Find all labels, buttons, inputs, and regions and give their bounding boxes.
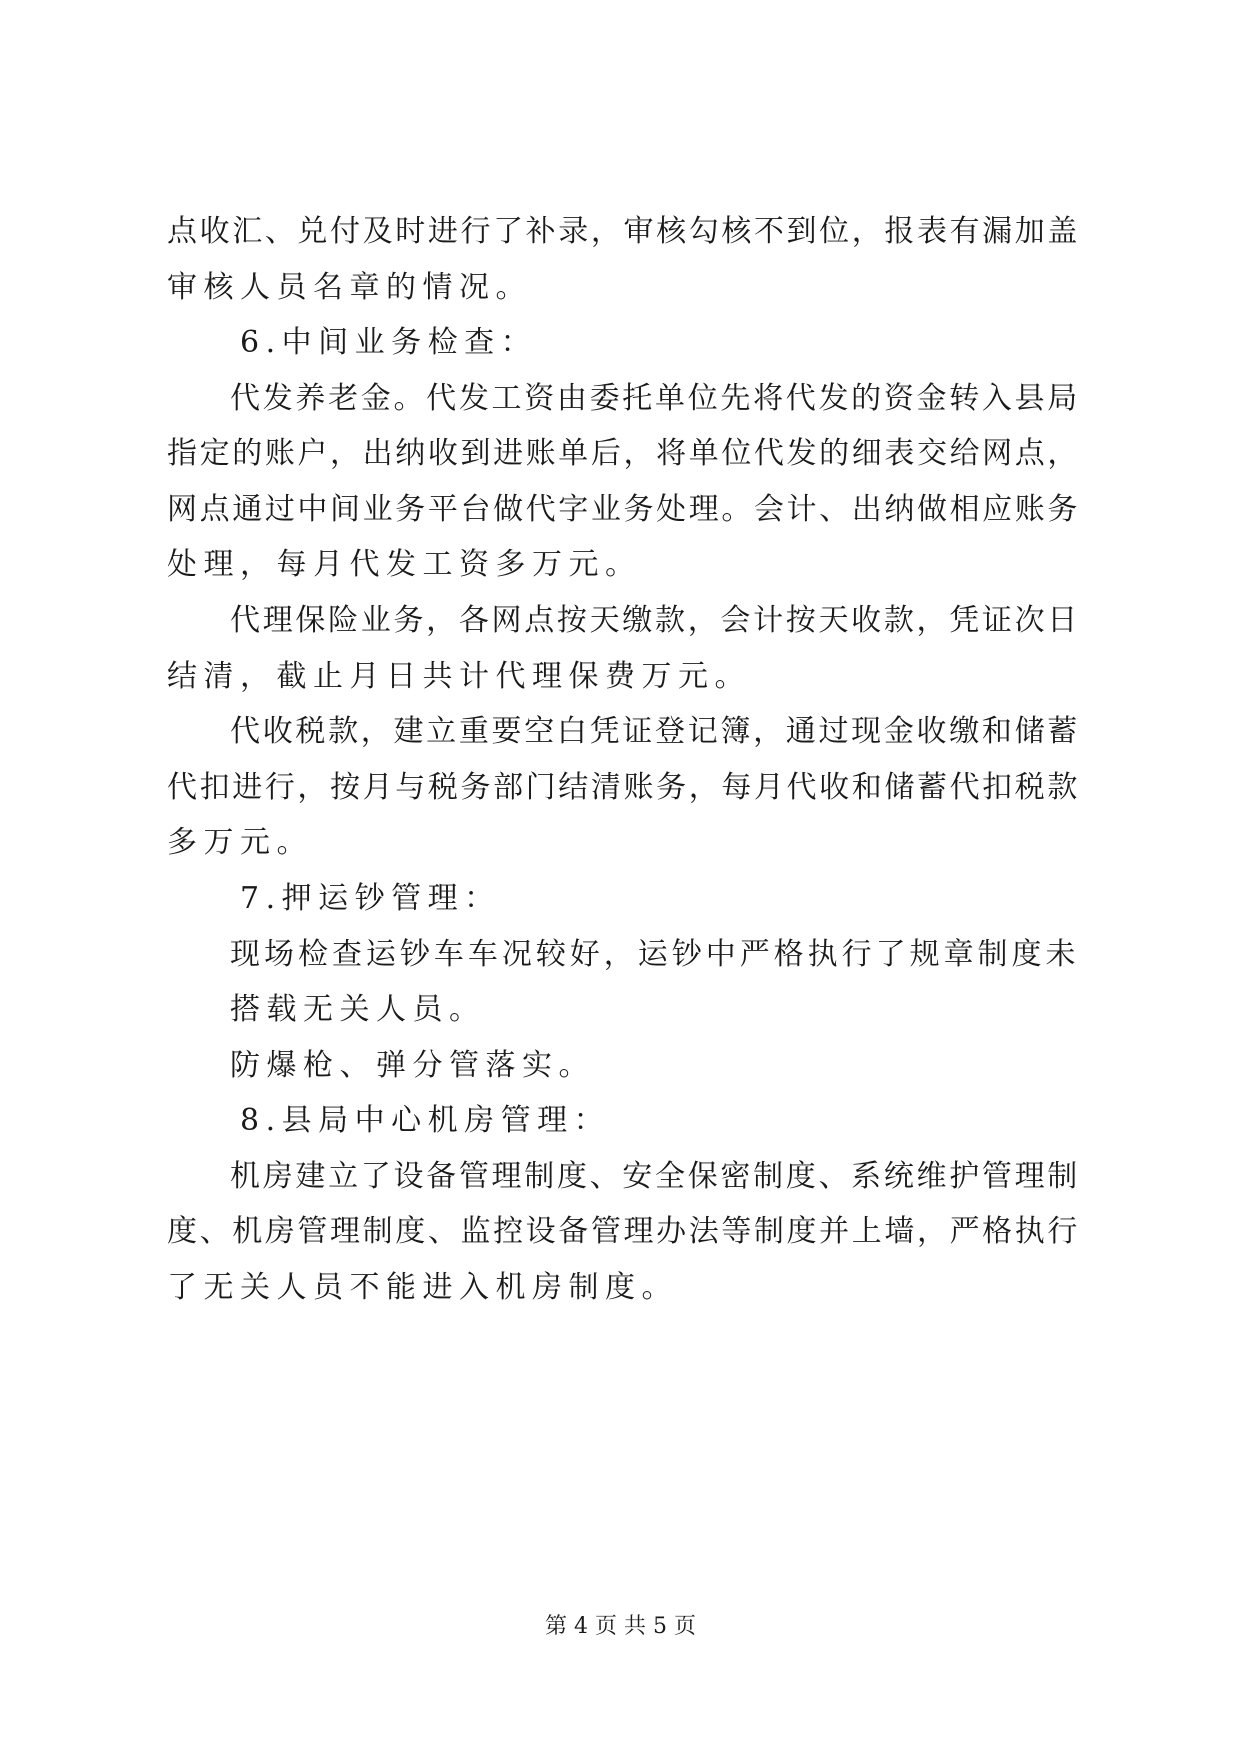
body-line: 代发养老金。代发工资由委托单位先将代发的资金转入县局 xyxy=(230,381,1080,416)
body-line: 防爆枪、弹分管落实。 xyxy=(230,1048,595,1083)
body-line: 结清，截止月日共计代理保费万元。 xyxy=(167,659,751,694)
body-line: 度、机房管理制度、监控设备管理办法等制度并上墙，严格执行 xyxy=(167,1214,1080,1249)
body-line: 多万元。 xyxy=(167,825,313,860)
body-line: 处理，每月代发工资多万元。 xyxy=(167,547,642,582)
body-line: 审核人员名章的情况。 xyxy=(167,270,532,305)
body-line: 代理保险业务，各网点按天缴款，会计按天收款，凭证次日 xyxy=(230,603,1080,638)
body-line: 了无关人员不能进入机房制度。 xyxy=(167,1270,678,1305)
section-heading: 6.中间业务检查： xyxy=(240,325,538,360)
body-line: 网点通过中间业务平台做代字业务处理。会计、出纳做相应账务 xyxy=(167,492,1080,527)
body-line: 代收税款，建立重要空白凭证登记簿，通过现金收缴和储蓄 xyxy=(230,714,1080,749)
section-heading: 8.县局中心机房管理： xyxy=(240,1103,611,1138)
body-line: 代扣进行，按月与税务部门结清账务，每月代收和储蓄代扣税款 xyxy=(167,770,1080,805)
body-line: 指定的账户，出纳收到进账单后，将单位代发的细表交给网点， xyxy=(167,436,1080,471)
page-number-footer: 第 4 页 共 5 页 xyxy=(545,1614,696,1639)
body-line: 机房建立了设备管理制度、安全保密制度、系统维护管理制 xyxy=(230,1159,1080,1194)
body-line: 搭载无关人员。 xyxy=(230,992,486,1027)
section-heading: 7.押运钞管理： xyxy=(240,881,501,916)
body-line: 点收汇、兑付及时进行了补录，审核勾核不到位，报表有漏加盖 xyxy=(167,214,1080,249)
body-line: 现场检查运钞车车况较好，运钞中严格执行了规章制度未 xyxy=(230,937,1080,972)
